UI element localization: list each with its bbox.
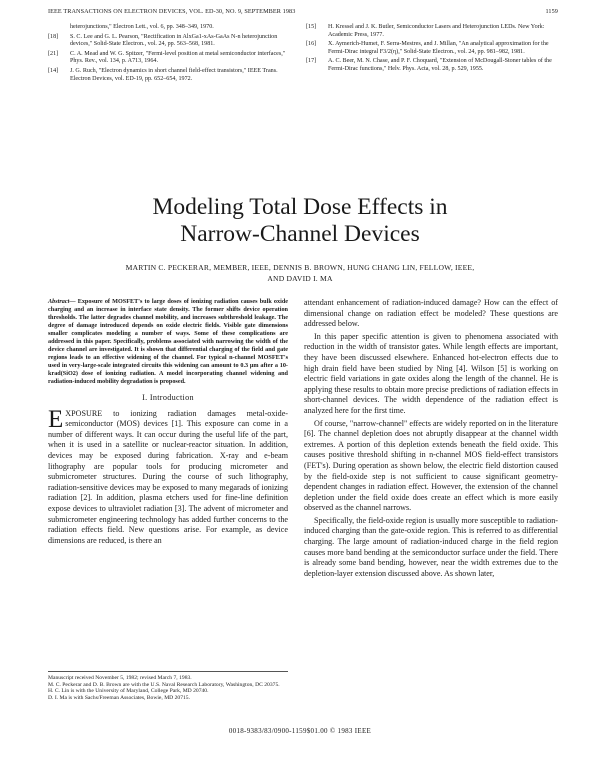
journal-header: IEEE TRANSACTIONS ON ELECTRON DEVICES, VOL. ED-30, NO. 9, SEPTEMBER 1983: [48, 8, 296, 15]
authors-line-2: AND DAVID I. MA: [267, 274, 333, 283]
left-column: [48, 298, 288, 546]
intro-paragraph: [48, 405, 288, 547]
reference-item: [48, 51, 286, 66]
reference-text: A. C. Beer, M. N. Chase, and P. F. Choquard, "Extension of McDougall-Stoner tables of the Fermi-Dirac functions," Helv. Phys. Acta, vol. 28, p. 529, 1955.: [328, 58, 552, 72]
reference-item: [306, 58, 558, 73]
footnote-manuscript: Manuscript received November 5, 1982; revised March 7, 1983.: [48, 675, 192, 681]
reference-text: heterojunctions," Electron Lett., vol. 6, pp. 348–349, 1970.: [70, 24, 214, 30]
intro-text: XPOSURE to ionizing radiation damages metal-oxide-semiconductor (MOS) devices [1]. This exposure can come in a number of different ways. It can occur during the useful life of the part, when it is used in a satellite or nuclear-reactor situation. In addition, devices may be exposed during fabrication. X-ray and e-beam lithography are popular tools for producing micrometer and submicrometer structures. During the course of such lithography, radiation-sensitive devices may be exposed to many megarads of ionizing radiation [2]. In addition, plasma etchers used for fine-line definition expose devices to ultraviolet radiation [3]. The advent of micrometer and submicrometer engineering technology has added further concerns to the radiation effects field. New questions arise. For example, as device dimensions are reduced, is there an: [48, 408, 288, 545]
reference-item: [306, 41, 558, 56]
introduction: [48, 405, 288, 547]
body-paragraph: Of course, "narrow-channel" effects are widely reported on in the literature [6]. The channel depletion does not abruptly disappear at the channel width extremes. A portion of this depletion extends beneath the field oxide. This causes positive threshold shifting in n-channel MOS field-effect transistors (FET's). During operation as shown below, the electric field distortion caused by the field-oxide step is not sufficient to cause significant geometry-dependent changes in radiation effect. However, the extension of the channel depletion under the field oxide does create an effect which is more easily observed as the channel narrows.: [304, 418, 558, 513]
body-paragraph: Specifically, the field-oxide region is usually more susceptible to radiation-induced charging than the gate-oxide region. This is referred to as differential charging. The large amount of radiation-induced charge in the field region causes more band bending at the semiconductor surface under the field. There is already some band bending, however, near the width extremes due to the depletion-layer extension discussed above. As shown later,: [304, 515, 558, 578]
references-left: [48, 24, 286, 85]
body-paragraph: In this paper specific attention is given to phenomena associated with reduction in the width of transistor gates. While length effects are important, they have been discussed elsewhere. Enhanced hot-electron effects due to high drain field have been studied by Ning [4]. Wilson [5] is working on electric field variations in gate oxides along the length of the channel. He is applying these results to obtain more precise predictions of radiation effects in short-channel devices. The width dependence of the radiation effect is analyzed here for the first time.: [304, 331, 558, 415]
references-right: [306, 24, 558, 76]
reference-text: H. Kressel and J. K. Butler, Semiconductor Lasers and Heterojunction LEDs. New York: Academic Press, 1977.: [328, 24, 545, 38]
reference-number: [18]: [48, 33, 59, 40]
running-head: [48, 8, 558, 15]
abstract-label: Abstract—: [48, 298, 76, 305]
body-paragraph: attendant enhancement of radiation-induced damage? How can the effect of dimensional change on radiation effect be modeled? These questions are addressed below.: [304, 298, 558, 329]
reference-item: [306, 24, 558, 39]
paper-title: [0, 194, 600, 248]
reference-number: [48, 24, 70, 32]
authors-line-1: MARTIN C. PECKERAR, MEMBER, IEEE, DENNIS B. BROWN, HUNG CHANG LIN, FELLOW, IEEE,: [125, 263, 475, 272]
abstract-text: Exposure of MOSFET's to large doses of ionizing radiation causes bulk oxide charging and an increase in interface state density. The former shifts device operation thresholds. The latter degrades channel mobility, and increases subthreshold leakage. The degree of damage introduced depends on oxide electric fields. Visible gate dimensions smaller complicates modeling a number of ways. Some of these complications are addressed in this paper. Specifically, problems associated with narrowing the width of the device channel are investigated. It is shown that differential charging of the field and gate regions leads to an effective widening of the channel. For typical n-channel MOSFET's used in very-large-scale integrated circuits this widening can amount to 0.3 μm after a 10-krad(SiO2) dose of ionizing radiation. A model incorporating channel widening and radiation-induced mobility degradation is proposed.: [48, 298, 289, 385]
title-line-2: Narrow-Channel Devices: [180, 221, 420, 247]
reference-number: [14]: [48, 67, 59, 74]
section-heading-introduction: I. Introduction: [142, 393, 194, 402]
page-number: 1159: [545, 8, 558, 15]
reference-text: X. Aymerich-Humet, F. Serra-Mestres, and J. Millan, "An analytical approximation for the Fermi-Dirac integral F3/2(η)," Solid-State Electron., vol. 24, pp. 981–982, 1981.: [328, 41, 549, 55]
drop-cap: E: [48, 405, 64, 433]
footnote-affiliation: D. I. Ma is with Sachs/Freeman Associates, Bowie, MD 20715.: [48, 694, 191, 701]
author-list: [60, 262, 540, 284]
footnotes: [48, 671, 288, 701]
copyright-line: 0018-9383/83/0900-1159$01.00 © 1983 IEEE: [228, 727, 372, 735]
reference-text: J. G. Ruch, "Electron dynamics in short channel field-effect transistors," IEEE Trans. Electron Devices, vol. ED-19, pp. 652–654, 1972.: [70, 67, 278, 82]
reference-number: [17]: [306, 58, 317, 65]
footnote-affiliation: H. C. Lin is with the University of Maryland, College Park, MD 20740.: [48, 688, 209, 695]
reference-item: [48, 24, 286, 32]
reference-number: [15]: [306, 24, 317, 30]
title-line-1: Modeling Total Dose Effects in: [152, 194, 448, 220]
reference-item: [48, 68, 286, 83]
reference-number: [21]: [48, 50, 59, 57]
reference-number: [16]: [306, 41, 317, 48]
right-column: [304, 298, 558, 581]
reference-text: C. A. Mead and W. G. Spitzer, "Fermi-level position at metal semiconductor interfaces," Phys. Rev., vol. 134, p. A713, 1964.: [70, 50, 286, 65]
reference-item: [48, 34, 286, 49]
footnote-affiliation: M. C. Peckerar and D. B. Brown are with the U.S. Naval Research Laboratory, Washington, DC 20375.: [48, 681, 280, 688]
reference-text: S. C. Lee and G. L. Pearson, "Rectification in AlxGa1-xAs-GaAs N-n heterojunction devices," Solid-State Electron., vol. 24, pp. 563–568, 1981.: [70, 33, 278, 48]
abstract: [48, 298, 288, 386]
